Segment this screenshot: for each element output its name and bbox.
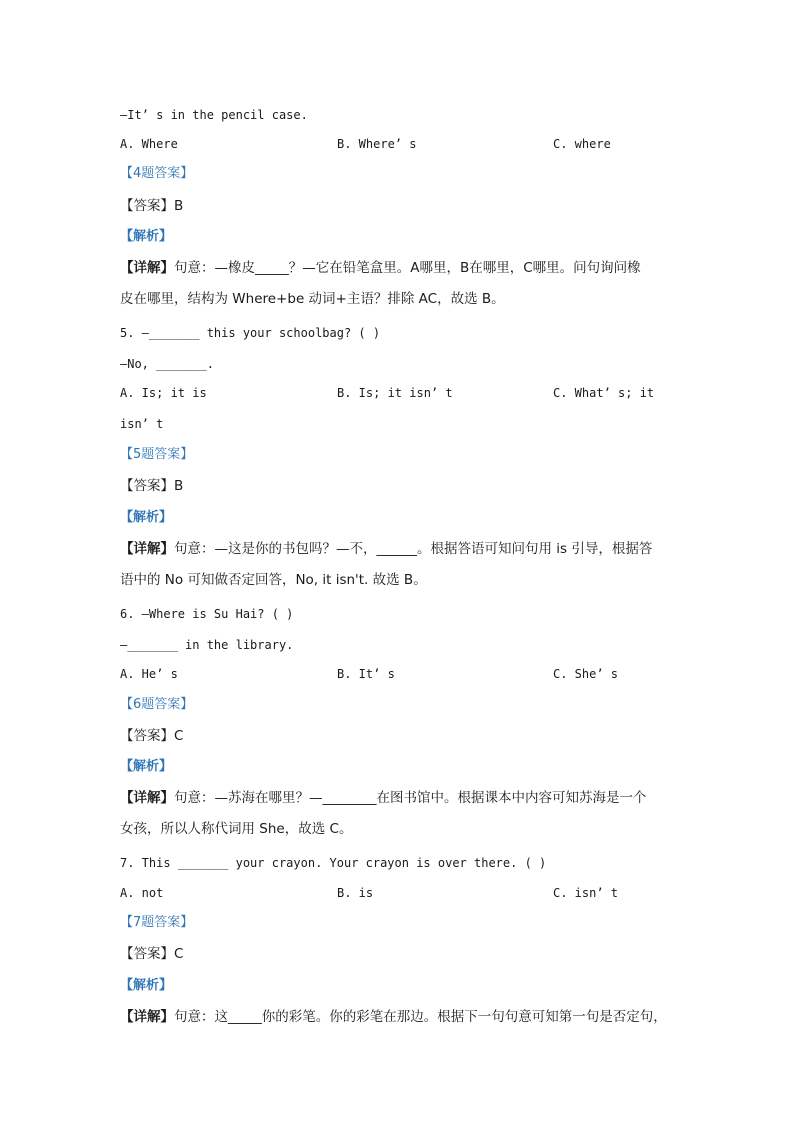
q4-detail-text-1: 句意：—橡皮_____？—它在铅笔盒里。A哪里，B在哪里，C哪里。问句询问橡 (174, 260, 641, 276)
q6-option-b: B. It’ s (337, 667, 395, 681)
q4-analysis-tag: 【解析】 (120, 229, 173, 244)
q6-analysis-tag: 【解析】 (120, 759, 173, 774)
q4-detail-label: 【详解】 (120, 260, 174, 276)
q7-detail-line-1 (120, 1008, 667, 1026)
q5-question: 5. —_______ this your schoolbag? ( ) (120, 326, 381, 340)
q5-detail-line-1 (120, 540, 652, 558)
q6-answer-line: —_______ in the library. (120, 638, 294, 652)
q5-option-c-wrap: isn’ t (120, 417, 164, 431)
q7-section-label: 【7题答案】 (120, 915, 194, 930)
q4-detail-line-1 (120, 259, 641, 277)
q5-answer-line: —No, _______. (120, 357, 214, 371)
q7-option-b: B. is (337, 886, 374, 900)
q5-option-b: B. Is; it isn’ t (337, 386, 453, 400)
q7-option-c: C. isn’ t (553, 886, 619, 900)
q7-detail-label: 【详解】 (120, 1009, 174, 1025)
q6-option-a: A. He’ s (120, 667, 178, 681)
q5-option-c: C. What’ s; it (553, 386, 655, 400)
q7-answer-tag: 【答案】C (120, 946, 184, 962)
q4-answer-tag: 【答案】B (120, 198, 184, 214)
q5-analysis-tag: 【解析】 (120, 510, 173, 525)
q4-option-b: B. Where’ s (337, 137, 417, 151)
q4-detail-line-2: 皮在哪里，结构为 Where+be 动词+主语？排除 AC，故选 B。 (120, 291, 505, 307)
q4-option-c: C. where (553, 137, 611, 151)
q6-section-label: 【6题答案】 (120, 697, 194, 712)
q6-detail-label: 【详解】 (120, 790, 174, 806)
q7-detail-text-1: 句意：这_____你的彩笔。你的彩笔在那边。根据下一句句意可知第一句是否定句， (174, 1009, 667, 1025)
q6-question: 6. —Where is Su Hai? ( ) (120, 607, 294, 621)
q6-detail-line-1 (120, 789, 647, 807)
q5-detail-text-1: 句意：—这是你的书包吗？—不，______。根据答语可知问句用 is 引导，根据答 (174, 541, 653, 557)
q7-option-a: A. not (120, 886, 164, 900)
q6-answer-tag: 【答案】C (120, 728, 184, 744)
q6-detail-text-1: 句意：—苏海在哪里？—________在图书馆中。根据课本中内容可知苏海是一个 (174, 790, 647, 806)
q5-detail-line-2: 语中的 No 可知做否定回答，No, it isn't. 故选 B。 (120, 572, 427, 588)
q4-section-label: 【4题答案】 (120, 166, 194, 181)
q6-option-c: C. She’ s (553, 667, 619, 681)
q7-analysis-tag: 【解析】 (120, 978, 173, 993)
q5-option-a: A. Is; it is (120, 386, 207, 400)
q4-option-a: A. Where (120, 137, 178, 151)
q5-answer-tag: 【答案】B (120, 478, 184, 494)
q6-detail-line-2: 女孩，所以人称代词用 She，故选 C。 (120, 821, 353, 837)
q4-answer-line: —It’ s in the pencil case. (120, 108, 308, 122)
q7-question: 7. This _______ your crayon. Your crayon is over there. ( ) (120, 856, 547, 870)
q5-section-label: 【5题答案】 (120, 447, 194, 462)
q5-detail-label: 【详解】 (120, 541, 174, 557)
